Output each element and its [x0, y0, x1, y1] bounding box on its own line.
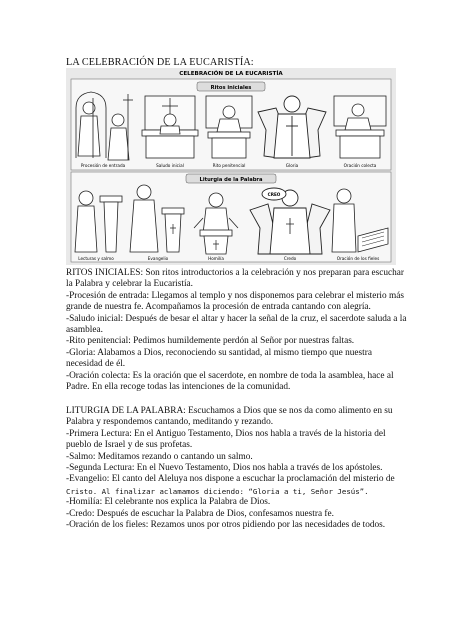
ritos-line: Padre. En ella recoge todas las intenciones de la comunidad. — [66, 382, 291, 393]
page-title: LA CELEBRACIÓN DE LA EUCARISTÍA: — [66, 57, 254, 68]
liturgia-line: -Segunda Lectura: En el Nuevo Testamento, Dios nos habla a través de los apóstoles. — [66, 463, 383, 474]
creo-bubble: CREO — [267, 192, 281, 197]
ritos-line: grande de nuestra fe. Acompañamos la procesión de entrada cantando con alegría. — [66, 302, 371, 313]
liturgia-line: -Homilía: El celebrante nos explica la Palabra de Dios. — [66, 497, 271, 508]
liturgia-line: -Evangelio: El canto del Aleluya nos dispone a escuchar la proclamación del misterio de — [66, 474, 395, 485]
ritos-line: asamblea. — [66, 325, 103, 336]
ritos-line: -Procesión de entrada: Llegamos al templo y nos disponemos para celebrar el misterio más — [66, 290, 404, 301]
caption-homilia: Homilía — [208, 256, 224, 261]
caption-evangelio: Evangelio — [147, 256, 169, 261]
caption-lecturas: Lecturas y salmo — [78, 256, 114, 261]
ritos-line: -Oración colecta: Es la oración que el sacerdote, en nombre de toda la asamblea, hace al — [66, 370, 394, 381]
caption-gloria: Gloria — [285, 163, 299, 168]
caption-penitencial: Rito penitencial — [212, 163, 246, 168]
caption-saludo: Saludo inicial — [156, 163, 184, 168]
ritos-iniciales-section — [66, 268, 416, 393]
caption-credo: Credo — [283, 256, 297, 261]
liturgia-line: -Primera Lectura: En el Antiguo Testamento, Dios nos habla a través de la historia del — [66, 428, 386, 439]
caption-procesion: Procesión de entrada — [80, 163, 126, 168]
liturgia-line: LITURGIA DE LA PALABRA: Escuchamos a Dios que se nos da como alimento en su — [66, 406, 393, 416]
ritos-line: -Rito penitencial: Pedimos humildemente perdón al Señor por nuestras faltas. — [66, 336, 355, 347]
eucharist-illustration — [66, 68, 396, 265]
caption-fieles: Oración de los fieles — [336, 256, 380, 261]
greeting-scene — [142, 96, 198, 158]
ritos-line: RITOS INICIALES: Son ritos introductorios a la celebración y nos preparan para escuchar — [66, 268, 405, 278]
liturgia-line: Cristo. Al finalizar aclamamos diciendo: “Gloria a ti, Señor Jesús”. — [66, 486, 369, 496]
caption-colecta: Oración colecta — [343, 163, 377, 168]
ritos-line: la Palabra y celebrar la Eucaristía. — [66, 279, 193, 290]
liturgia-line: Palabra y respondemos cantando, meditando y rezando. — [66, 417, 274, 428]
liturgia-section — [66, 406, 416, 531]
liturgia-line: -Credo: Después de escuchar la Palabra de Dios, confesamos nuestra fe. — [66, 508, 334, 519]
figure-heading: CELEBRACIÓN DE LA EUCARISTÍA — [179, 71, 283, 77]
liturgia-line: pueblo de Israel y de sus profetas. — [66, 440, 193, 451]
ritos-heading: Ritos iniciales — [210, 85, 252, 91]
ritos-line: necesidad de él. — [66, 359, 126, 370]
liturgia-line: -Salmo: Meditamos rezando o cantando un salmo. — [66, 451, 253, 462]
liturgia-line: -Oración de los fieles: Rezamos unos por otros pidiendo por las necesidades de todos. — [66, 520, 386, 531]
ritos-line: -Saludo inicial: Después de besar el altar y hacer la señal de la cruz, el sacerdote saluda a la — [66, 313, 407, 324]
ritos-line: -Gloria: Alabamos a Dios, reconociendo su santidad, al mismo tiempo que nuestra — [66, 347, 372, 358]
penitential-scene — [206, 96, 252, 158]
liturgia-heading: Liturgia de la Palabra — [199, 177, 263, 183]
